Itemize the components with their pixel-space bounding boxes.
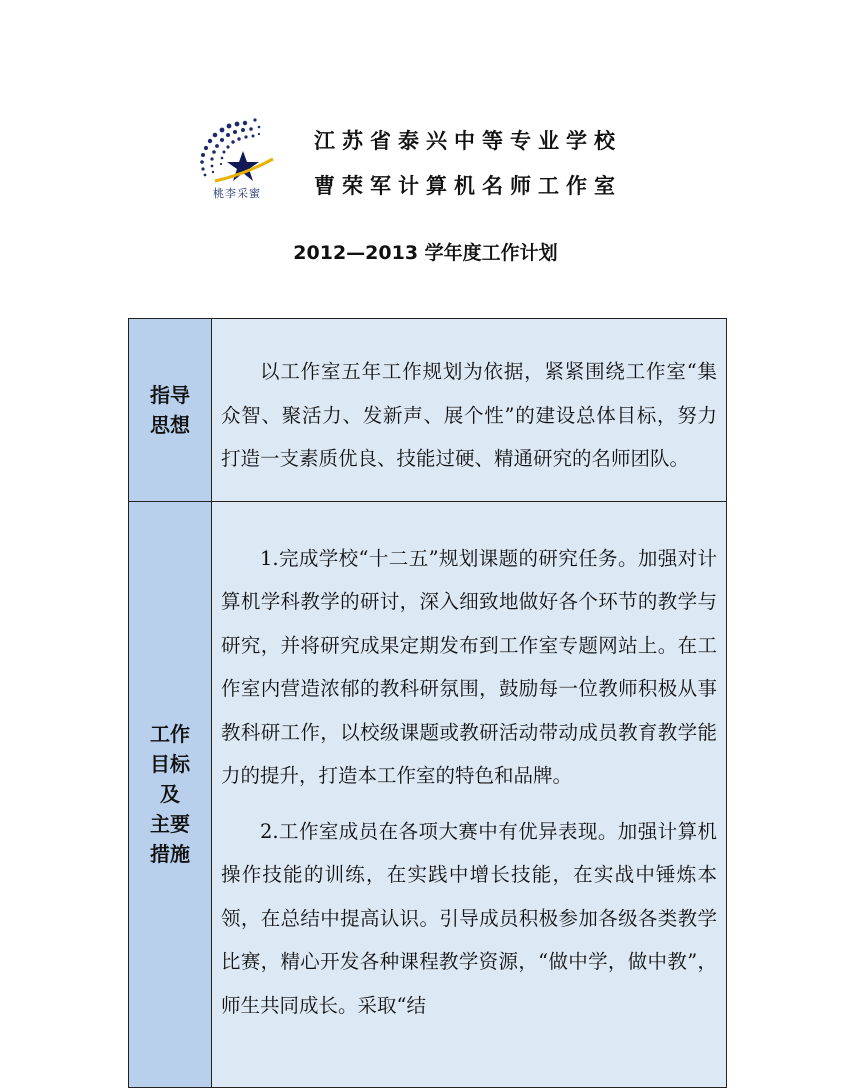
table-row-goals-measures — [129, 501, 727, 1088]
school-name: 江苏省泰兴中等专业学校 — [314, 129, 622, 153]
label-line: 工作 — [150, 722, 190, 747]
table-row-guiding-thought — [129, 319, 727, 502]
paragraph: 1.完成学校“十二五”规划课题的研究任务。加强对计算机学科教学的研讨，深入细致地做好各个环节的教学与研究，并将研究成果定期发布到工作室专题网站上。在工作室内营造浓郁的教科研氛围，鼓励每一位教师积极从事教科研工作，以校级课题或教研活动带动成员教育教学能力的提升，打造本工作室的特色和品牌。 — [221, 546, 717, 787]
paragraph: 2.工作室成员在各项大赛中有优异表现。加强计算机操作技能的训练，在实践中增长技能，在实战中锤炼本领，在总结中提高认识。引导成员积极参加各级各类教学比赛，精心开发各种课程教学资源，“做中学，做中教”，师生共同成长。采取“结 — [221, 819, 717, 1017]
label-line: 措施 — [150, 842, 190, 867]
label-line: 主要 — [150, 812, 190, 837]
studio-logo — [193, 115, 281, 203]
logo-caption: 桃李采蜜 — [213, 187, 261, 200]
page-title: 2012—2013 学年度工作计划 — [293, 242, 558, 264]
row-content-guiding-thought — [212, 319, 727, 502]
studio-name: 曹荣军计算机名师工作室 — [314, 174, 622, 198]
label-line: 及 — [160, 782, 180, 807]
label-line: 目标 — [150, 752, 190, 777]
row-content-goals-measures — [212, 501, 727, 1088]
work-plan-table — [128, 318, 727, 1088]
label-line: 思想 — [150, 412, 190, 437]
row-label-goals-measures — [129, 501, 212, 1088]
row-label-guiding-thought — [129, 319, 212, 502]
label-line: 指导 — [150, 382, 190, 407]
paragraph: 以工作室五年工作规划为依据，紧紧围绕工作室“集众智、聚活力、发新声、展个性”的建设总体目标，努力打造一支素质优良、技能过硬、精通研究的名师团队。 — [221, 360, 717, 470]
